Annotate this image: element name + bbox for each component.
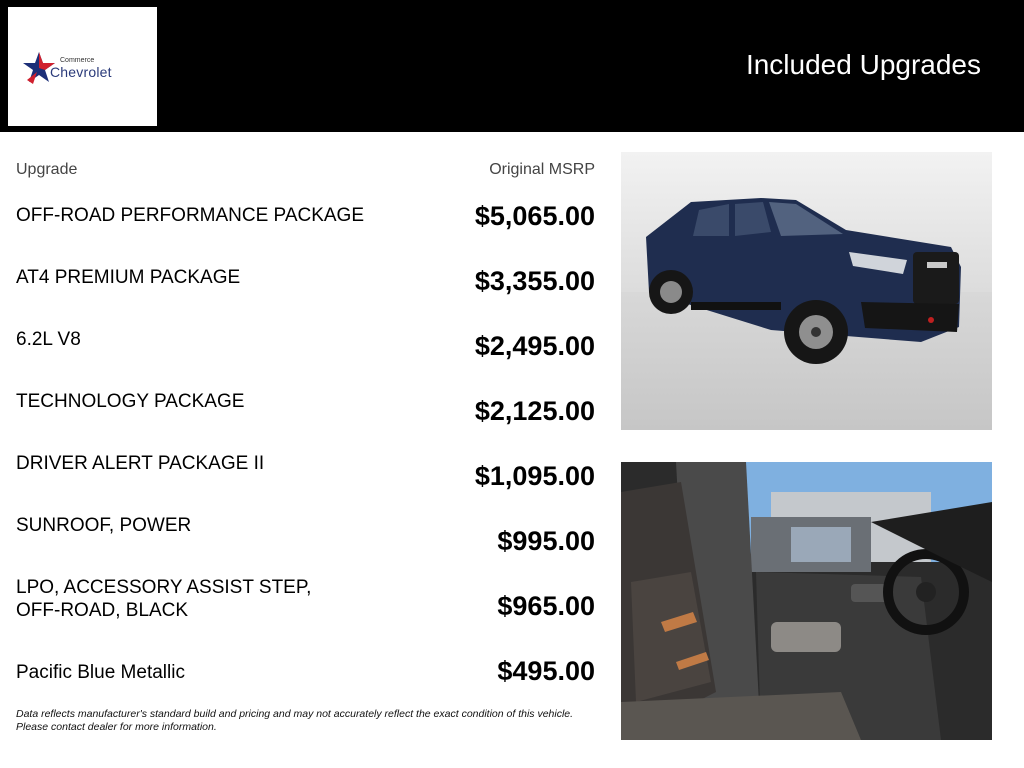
- logo-big-text: Chevrolet: [50, 64, 112, 80]
- upgrade-name-line2: OFF-ROAD, BLACK: [16, 600, 189, 621]
- upgrade-price: $5,065.00: [474, 201, 595, 231]
- disclaimer-line-1: Data reflects manufacturer's standard build and pricing and may not accurately reflect the exact condition of this vehicle.: [16, 708, 574, 720]
- upgrade-price: $1,095.00: [474, 461, 595, 491]
- disclaimer-line-2: Please contact dealer for more information.: [16, 720, 217, 733]
- upgrade-name: SUNROOF, POWER: [16, 515, 192, 536]
- upgrade-price: $965.00: [497, 591, 595, 621]
- upgrade-name: TECHNOLOGY PACKAGE: [16, 391, 245, 412]
- disclaimer: [16, 708, 606, 733]
- logo-small-text: Commerce: [60, 57, 95, 64]
- dealer-logo: [8, 7, 157, 126]
- upgrade-price: $995.00: [497, 526, 595, 556]
- upgrade-name: AT4 PREMIUM PACKAGE: [16, 267, 241, 288]
- upgrade-name: OFF-ROAD PERFORMANCE PACKAGE: [16, 205, 365, 226]
- column-header-upgrade: Upgrade: [16, 161, 78, 178]
- column-header-msrp: Original MSRP: [489, 161, 595, 178]
- upgrade-name: Pacific Blue Metallic: [16, 662, 185, 683]
- upgrade-price: $495.00: [497, 656, 595, 686]
- upgrade-price: $3,355.00: [474, 266, 595, 296]
- upgrade-price: $2,125.00: [474, 396, 595, 426]
- page-title: Included Upgrades: [745, 49, 981, 80]
- upgrade-name: 6.2L V8: [16, 329, 81, 350]
- upgrade-price: $2,495.00: [474, 331, 595, 361]
- upgrade-name: DRIVER ALERT PACKAGE II: [16, 453, 265, 474]
- truck-exterior-photo: [621, 152, 992, 430]
- upgrade-name: LPO, ACCESSORY ASSIST STEP,: [16, 577, 312, 598]
- truck-interior-photo: [621, 462, 992, 740]
- header-bar: [0, 0, 1024, 132]
